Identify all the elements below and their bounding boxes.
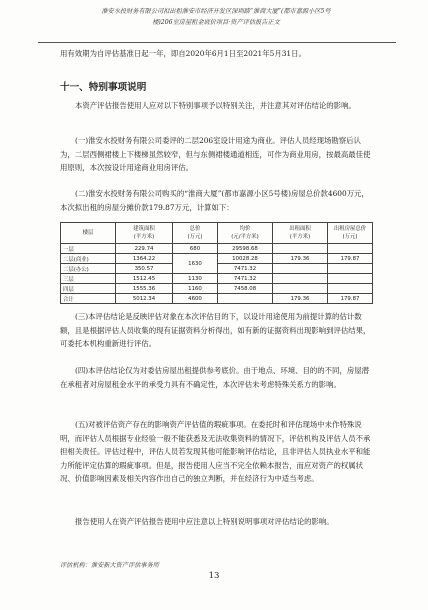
col-rent-price: 出租房屋总价 (万元) (328, 223, 373, 244)
para-final: 报告使用人在资产评估报告使用中应注意以上特别说明事项对评估结论的影响。 (75, 517, 334, 526)
table-total-row: 合计 5012.34 4600 179.36 179.87 (61, 294, 373, 304)
item-3: (三)本评估结论是反映评估对象在本次评估目的下，以设计用途使用为前提计算的估计数额，且是根据评估人员收集的现有证据资料分析得出，如有新的证据资料出现影响到评估结果，可委托本机构重新进行评估。 (60, 312, 371, 349)
footer-firm: 评估机构：淮安新大资产评估事务所 (60, 562, 159, 569)
intro-tail: 用有效期为自评估基准日起一年，即自2020年6月1日至2021年5月31日。 (60, 49, 306, 58)
table-row: 二层(办公) 350.57 7471.32 (61, 264, 373, 274)
table-row: 三层 1512.45 1130 7471.32 (61, 274, 373, 284)
running-header (38, 7, 394, 28)
header-rule (38, 42, 396, 43)
table-row: 一层 229.74 680 29598.68 (61, 244, 373, 254)
col-rent-area: 出租面积 (平方米) (273, 223, 328, 244)
col-avg: 均价 (元/平方米) (218, 223, 273, 244)
table-row: 四层 1555.36 1160 7458.08 (61, 284, 373, 294)
header-line-1: 淮安水投财务有限公司拟出租淮安市经济开发区深圳路“淮商大厦”(都市嘉源小区5号 (101, 8, 331, 15)
col-area: 建筑面积 (平方米) (116, 223, 173, 244)
header-line-2: 楼)206室房屋租金底价项目·资产评估报告正文 (152, 18, 280, 26)
col-total: 总价 (万元) (173, 223, 218, 244)
page-number: 13 (208, 571, 220, 581)
col-floor: 楼层 (61, 223, 116, 244)
section-title: 十一、特别事项说明 (60, 82, 147, 93)
para-intro: 本资产评估报告使用人应对以下特别事项予以特别关注，并注意其对评估结论的影响。 (75, 101, 356, 110)
item-4: (四)本评估结论仅为对委估房屋出租提供参考底价。由于地点、环境、目的的不同，房屋潜在承租者对房屋租金水平的承受力具有不确定性，本次评估未考虑特殊关系方的影响。 (60, 366, 370, 389)
item-2: (二)淮安水投财务有限公司购买的“淮商大厦”(都市嘉源小区5号楼)房屋总价款4600万元，本次拟出租的房屋分摊价款179.87万元，计算如下： (60, 189, 369, 212)
table-row: 二层(商业) 1364.22 1630 10028.28 179.36 179.87 (61, 254, 373, 264)
item-5: (五)对被评估资产存在的影响资产评估值的瑕疵事项。在委托时和评估现场中未作特殊说明，而评估人员根据专业经验一般不能获悉及无法收集资料的情况下，评估机构及评估人员不承担相关责任。评估过程中，评估人员若发现其他可能影响评估结论，且非评估人员执业水平和能力所能评定估算的瑕疵事项。但是，报告使用人应当不完全依赖本报告，而应对资产的权属状况、价值影响因素及相关内容作出自己的独立判断，并在经济行为中适当考虑。 (60, 420, 371, 484)
price-table (60, 222, 373, 304)
table-header-row (61, 223, 373, 244)
item-1: (一)淮安水投财务有限公司委评的二层206室设计用途为商业。评估人员经现场勘察后认为，二层西侧裙楼上下楼梯虽然较窄，但与东侧裙楼通道相连，可作为商业用房，按最高最佳使用原则，本次按设计用途商业用房评估。 (60, 136, 371, 173)
